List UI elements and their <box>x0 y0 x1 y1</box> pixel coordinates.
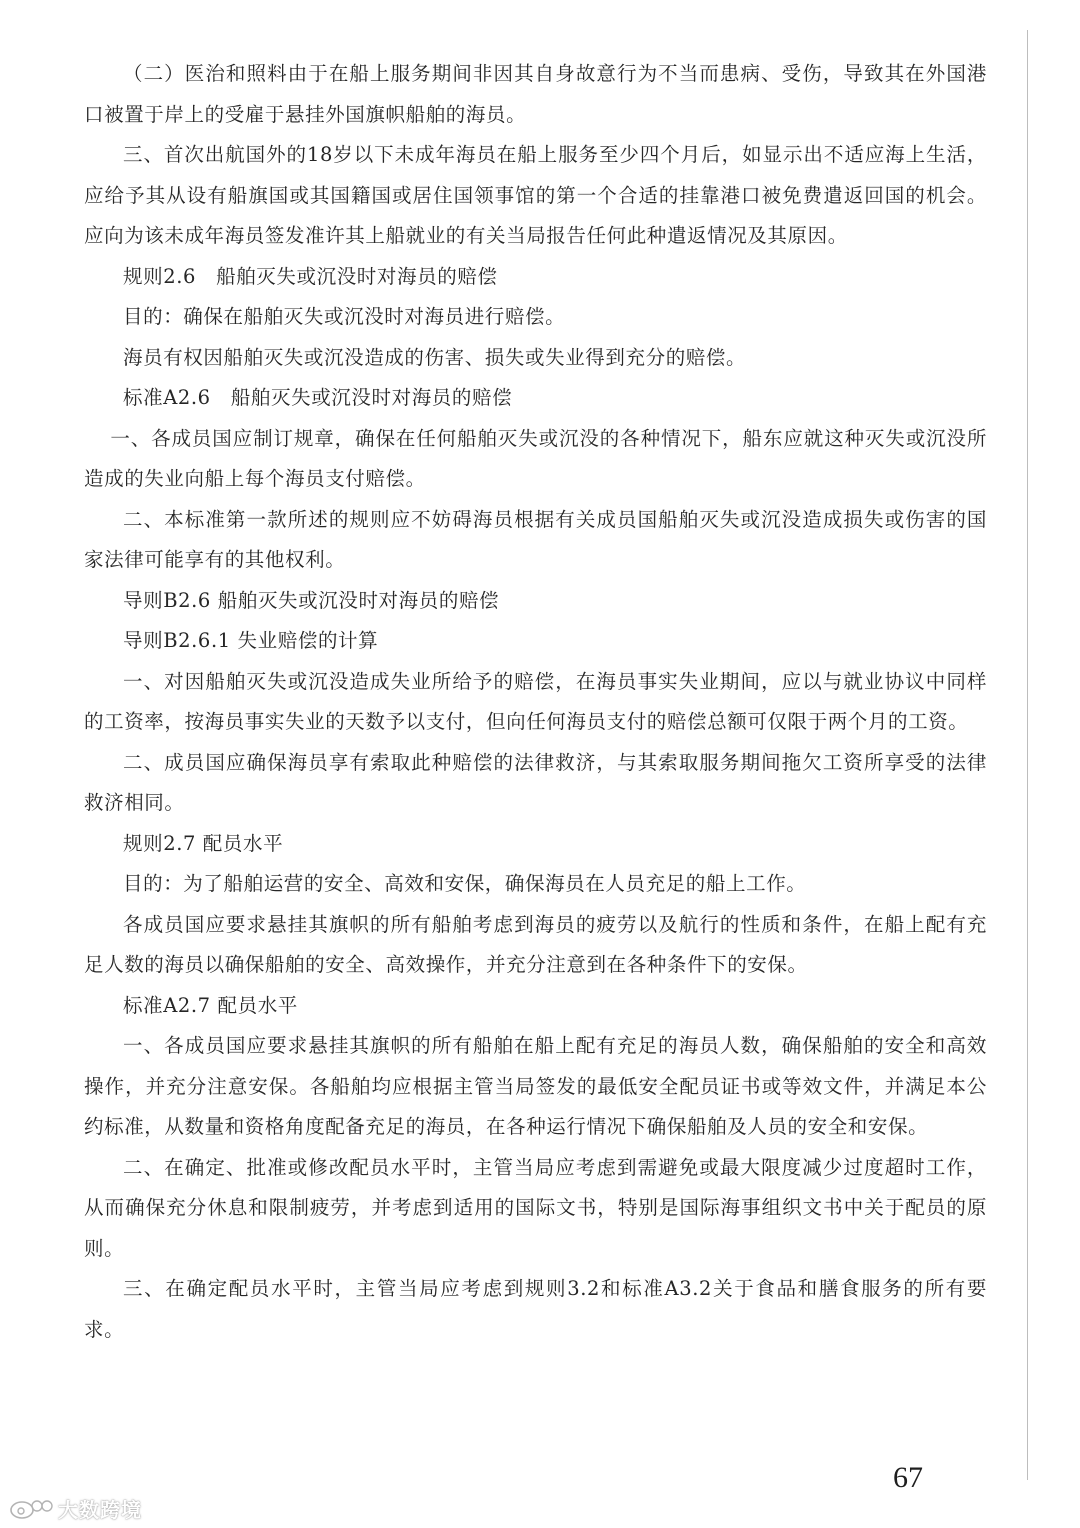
document-body <box>84 54 987 1350</box>
section-heading: 规则2.6 船舶灭失或沉没时对海员的赔偿 <box>123 264 498 288</box>
section-heading: 规则2.7 配员水平 <box>123 831 284 855</box>
paragraph: 一、各成员国应要求悬挂其旗帜的所有船舶在船上配有充足的海员人数，确保船舶的安全和高效操作，并充分注意安保。各船舶均应根据主管当局签发的最低安全配员证书或等效文件，并满足本公约标准，从数量和资格角度配备充足的海员，在各种运行情况下确保船舶及人员的安全和安保。 <box>84 1034 987 1138</box>
paragraph: 一、各成员国应制订规章，确保在任何船舶灭失或沉没的各种情况下，船东应就这种灭失或沉没所造成的失业向船上每个海员支付赔偿。 <box>84 426 987 490</box>
paragraph: 目的：确保在船舶灭失或沉没时对海员进行赔偿。 <box>123 305 566 328</box>
weibo-like-logo-icon <box>8 1496 54 1520</box>
paragraph: 二、在确定、批准或修改配员水平时，主管当局应考虑到需避免或最大限度减少过度超时工作，从而确保充分休息和限制疲劳，并考虑到适用的国际文书，特别是国际海事组织文书中关于配员的原则。 <box>84 1155 987 1260</box>
paragraph: 三、首次出航国外的18岁以下未成年海员在船上服务至少四个月后，如显示出不适应海上生活，应给予其从设有船旗国或其国籍国或居住国领事馆的第一个合适的挂靠港口被免费遣返回国的机会。应向为该未成年海员签发准许其上船就业的有关当局报告任何此种遣返情况及其原因。 <box>84 143 987 247</box>
watermark-text: 大数跨境 <box>58 1497 142 1522</box>
section-heading: 标准A2.6 船舶灭失或沉没时对海员的赔偿 <box>123 386 513 409</box>
paragraph: 三、在确定配员水平时，主管当局应考虑到规则3.2和标准A3.2关于食品和膳食服务的所有要求。 <box>84 1277 987 1341</box>
section-heading: 导则B2.6 船舶灭失或沉没时对海员的赔偿 <box>123 588 500 612</box>
paragraph: 一、对因船舶灭失或沉没造成失业所给予的赔偿，在海员事实失业期间，应以与就业协议中同样的工资率，按海员事实失业的天数予以支付，但向任何海员支付的赔偿总额可仅限于两个月的工资。 <box>84 669 987 733</box>
section-heading: 导则B2.6.1 失业赔偿的计算 <box>123 629 379 652</box>
page-number: 67 <box>893 1461 923 1494</box>
paragraph: 海员有权因船舶灭失或沉没造成的伤害、损失或失业得到充分的赔偿。 <box>123 345 747 369</box>
watermark <box>8 1494 142 1522</box>
paragraph: 二、成员国应确保海员享有索取此种赔偿的法律救济，与其索取服务期间拖欠工资所享受的法律救济相同。 <box>84 750 987 814</box>
paragraph: 二、本标准第一款所述的规则应不妨碍海员根据有关成员国船舶灭失或沉没造成损失或伤害的国家法律可能享有的其他权利。 <box>84 507 987 571</box>
page-edge-line <box>1027 30 1028 1480</box>
paragraph: 各成员国应要求悬挂其旗帜的所有船舶考虑到海员的疲劳以及航行的性质和条件，在船上配有充足人数的海员以确保船舶的安全、高效操作，并充分注意到在各种条件下的安保。 <box>84 912 987 976</box>
section-heading: 标准A2.7 配员水平 <box>123 993 298 1017</box>
paragraph: 目的：为了船舶运营的安全、高效和安保，确保海员在人员充足的船上工作。 <box>123 872 807 895</box>
paragraph: （二）医治和照料由于在船上服务期间非因其自身故意行为不当而患病、受伤，导致其在外国港口被置于岸上的受雇于悬挂外国旗帜船舶的海员。 <box>84 62 987 126</box>
